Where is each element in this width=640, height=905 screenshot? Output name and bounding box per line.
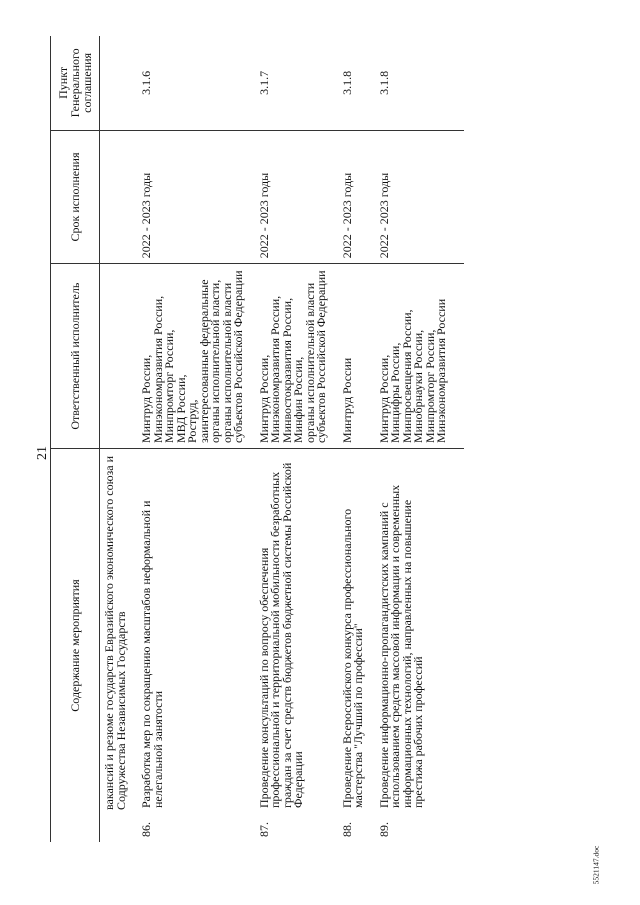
- row-executor-cell: [137, 264, 255, 449]
- row-executor-cell: [255, 264, 338, 449]
- row-executor-cell: [338, 264, 375, 449]
- row-number: 88.: [339, 822, 354, 837]
- executor-line: Минфин России,: [291, 356, 305, 444]
- executor-line: Минпросвещения России,: [399, 309, 414, 444]
- executor-line: Минэкономразвития России,: [268, 295, 282, 444]
- row-content-cell: [375, 449, 464, 842]
- row-point: 3.1.7: [255, 36, 338, 130]
- measures-table-rotated: [50, 36, 580, 842]
- executor-line: Минэкономразвития России,: [150, 295, 165, 444]
- continuation-content: вакансий и резюме государств Евразийского экономического союза и Содружества Независимых Государств: [102, 455, 128, 810]
- row-number: 86.: [139, 822, 153, 837]
- table-row: [338, 36, 375, 842]
- header-term: Срок исполнения: [51, 130, 100, 264]
- row-point: 3.1.6: [137, 36, 255, 130]
- row-content: Проведение Всероссийского конкурса профессионального мастерства "Лучший по профессии": [339, 508, 365, 808]
- executor-line: Минтруд России,: [376, 354, 391, 444]
- row-content: Проведение информационно-пропагандистских кампаний с использованием средств массовой информации и современных информационных технологий, направленных на повышение престижа рабочих профессий: [376, 484, 425, 808]
- table-row: [375, 36, 464, 842]
- executor-line: МВД России,: [173, 374, 188, 444]
- table-row: [255, 36, 338, 842]
- row-content: Разработка мер по сокращению масштабов неформальной и нелегальной занятости: [139, 500, 165, 808]
- page-number-text: 21: [35, 446, 50, 460]
- row-content-cell: [137, 449, 255, 842]
- row-content: Проведение консультаций по вопросу обеспечения профессиональной и территориальной мобильности безработных граждан за счет средств бюджетов бюджетной системы Российской Федерации: [256, 462, 305, 808]
- row-content-cell: [338, 449, 375, 842]
- executor-line: Минцифры России,: [388, 342, 402, 444]
- row-point: 3.1.8: [338, 36, 375, 130]
- executor-line: органы исполнительной власти: [219, 282, 234, 444]
- executor-line: Минобрнауки России,: [411, 329, 425, 444]
- row-content-cell: [255, 449, 338, 842]
- executor-line: Минтруд России,: [139, 354, 153, 444]
- file-code-text: 5521147.doc: [591, 845, 601, 885]
- row-point: 3.1.8: [375, 36, 464, 130]
- header-content: Содержание мероприятия: [51, 449, 100, 842]
- table-header-row: [51, 36, 100, 842]
- executor-line: субъектов Российской Федерации: [231, 270, 245, 444]
- row-executor-cell: [375, 264, 464, 449]
- file-code: [588, 835, 604, 895]
- executor-line: заинтересованные федеральные: [196, 279, 211, 444]
- row-number: 89.: [376, 822, 391, 837]
- executor-line: Минпромторг России,: [422, 329, 437, 444]
- table-row-continuation: [100, 36, 138, 842]
- header-point: Пункт Генерального соглашения: [51, 36, 100, 130]
- executor-line: Минэкономразвития России: [434, 298, 448, 444]
- row-term: 2022 - 2023 годы: [338, 130, 375, 264]
- executor-line: Роструд,: [185, 399, 199, 444]
- row-term: 2022 - 2023 годы: [255, 130, 338, 264]
- header-executor: Ответственный исполнитель: [51, 264, 100, 449]
- executor-line: органы исполнительной власти,: [208, 279, 222, 444]
- executor-line: Минтруд России: [339, 357, 354, 444]
- executor-line: Минпромторг России,: [162, 329, 176, 444]
- executor-line: Минвостокразвития России,: [279, 297, 294, 444]
- measures-table: [50, 36, 464, 842]
- row-number: 87.: [256, 822, 271, 837]
- executor-line: органы исполнительной власти: [302, 282, 317, 444]
- row-term: 2022 - 2023 годы: [137, 130, 255, 264]
- table-row: [137, 36, 255, 842]
- executor-line: Минтруд России,: [256, 354, 271, 444]
- executor-line: субъектов Российской Федерации: [314, 270, 328, 444]
- row-term: 2022 - 2023 годы: [375, 130, 464, 264]
